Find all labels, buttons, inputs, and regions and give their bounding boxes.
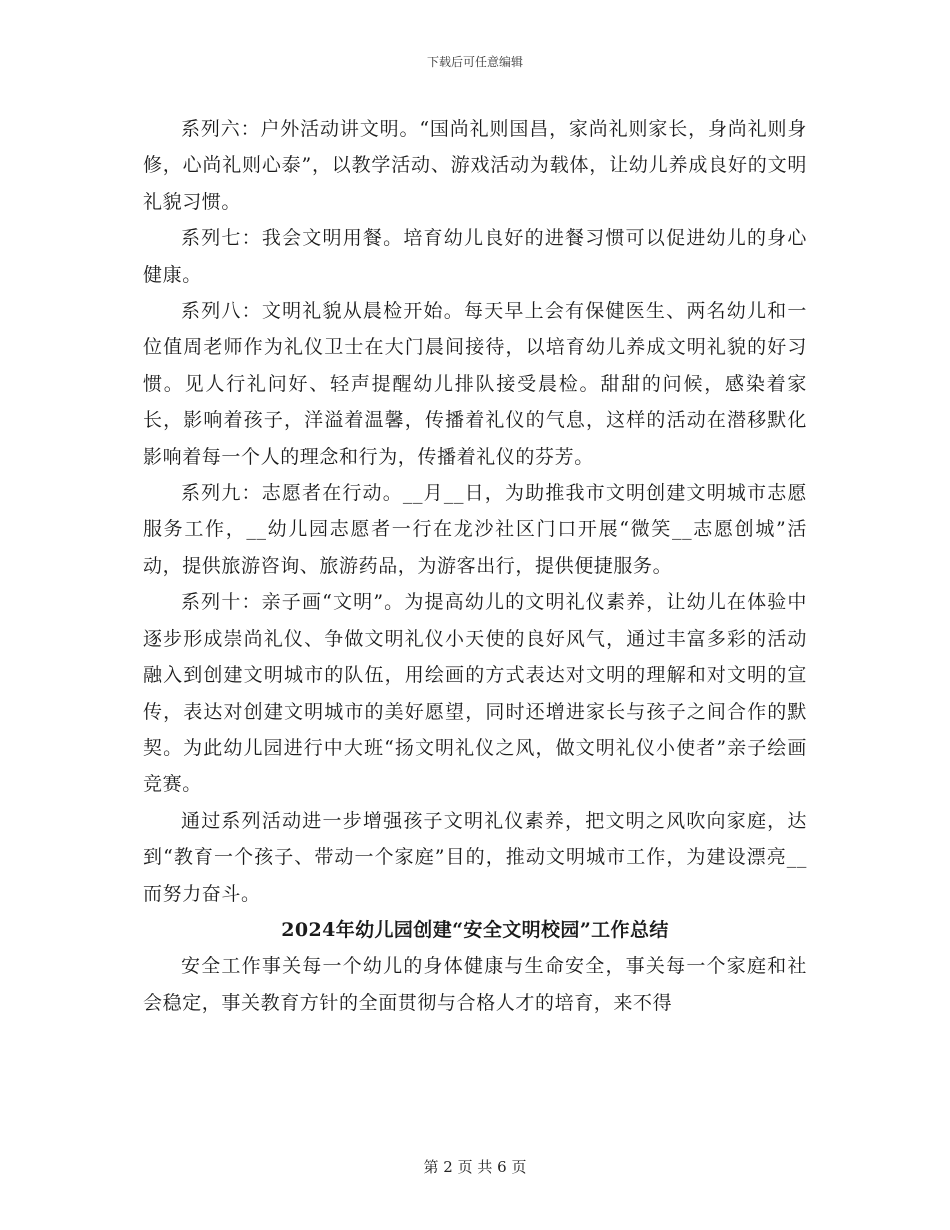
document-body [143, 111, 807, 1021]
paragraph-series-7: 系列七：我会文明用餐。培育幼儿良好的进餐习惯可以促进幼儿的身心健康。 [143, 227, 807, 286]
section-title: 2024年幼儿园创建“安全文明校园”工作总结 [281, 918, 669, 941]
paragraph-series-9: 系列九：志愿者在行动。__月__日，为助推我市文明创建文明城市志愿服务工作，__幼儿园志愿者一行在龙沙社区门口开展“微笑__志愿创城”活动，提供旅游咨询、旅游药品，为游客出行，提供便捷服务。 [143, 482, 807, 577]
paragraph-series-6: 系列六：户外活动讲文明。“国尚礼则国昌，家尚礼则家长，身尚礼则身修，心尚礼则心泰”，以教学活动、游戏活动为载体，让幼儿养成良好的文明礼貌习惯。 [143, 118, 807, 213]
paragraph-conclusion: 通过系列活动进一步增强孩子文明礼仪素养，把文明之风吹向家庭，达到“教育一个孩子、带动一个家庭”目的，推动文明城市工作，为建设漂亮__而努力奋斗。 [143, 809, 807, 905]
paragraph-series-8: 系列八：文明礼貌从晨检开始。每天早上会有保健医生、两名幼儿和一位值周老师作为礼仪卫士在大门晨间接待，以培育幼儿养成文明礼貌的好习惯。见人行礼问好、轻声提醒幼儿排队接受晨检。甜甜的问候，感染着家长，影响着孩子，洋溢着温馨，传播着礼仪的气息，这样的活动在潜移默化影响着每一个人的理念和行为，传播着礼仪的芬芳。 [143, 300, 807, 468]
page-number: 第 2 页 共 6 页 [423, 1158, 527, 1176]
page-header-note: 下载后可任意编辑 [426, 55, 523, 69]
paragraph-series-10: 系列十：亲子画“文明”。为提高幼儿的文明礼仪素养，让幼儿在体验中逐步形成崇尚礼仪、争做文明礼仪小天使的良好风气，通过丰富多彩的活动融入到创建文明城市的队伍，用绘画的方式表达对文明的理解和对文明的宣传，表达对创建文明城市的美好愿望，同时还增进家长与孩子之间合作的默契。为此幼儿园进行中大班“扬文明礼仪之风，做文明礼仪小使者”亲子绘画竞赛。 [143, 591, 807, 796]
paragraph-section-intro: 安全工作事关每一个幼儿的身体健康与生命安全，事关每一个家庭和社会稳定，事关教育方针的全面贯彻与合格人才的培育，来不得 [143, 955, 807, 1014]
